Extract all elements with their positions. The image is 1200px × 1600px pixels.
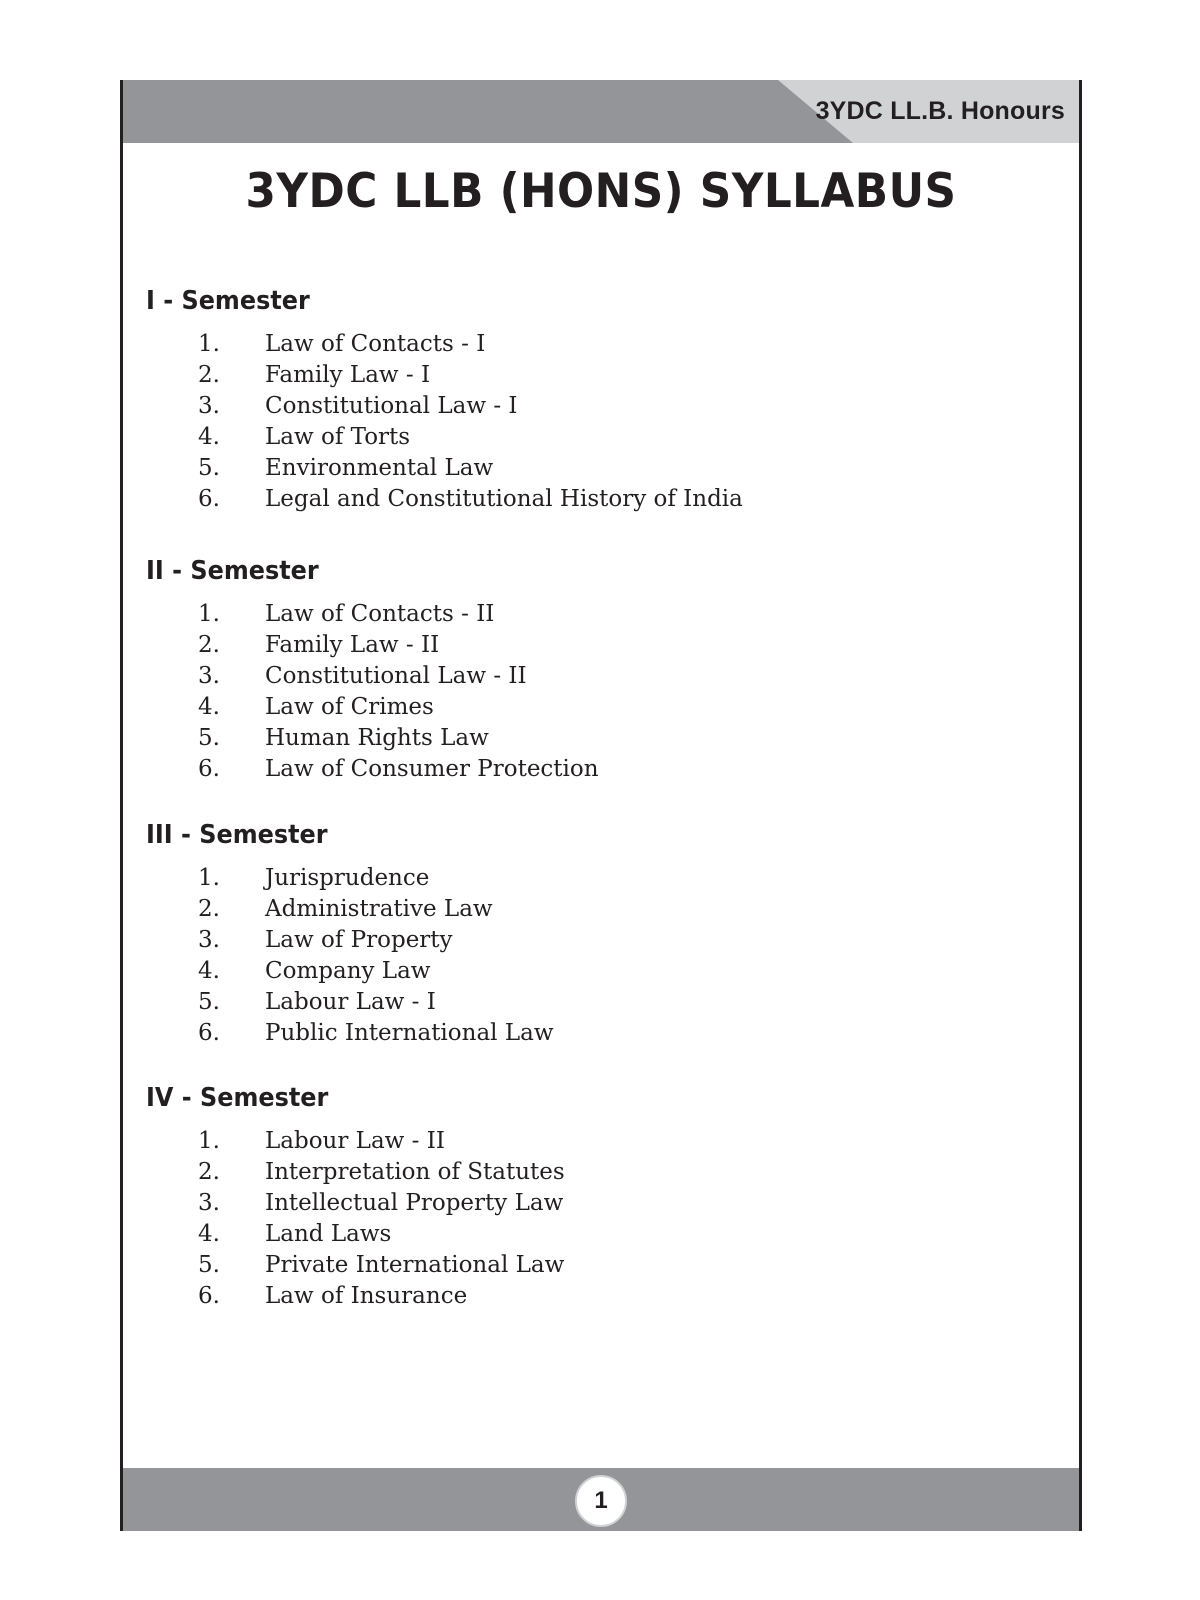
- page-title: 3YDC LLB (HONS) SYLLABUS: [245, 164, 957, 219]
- semester-1-section: [146, 283, 1046, 515]
- list-item: [146, 1157, 1046, 1188]
- subject-name: Law of Crimes: [265, 694, 434, 720]
- item-number: 4.: [198, 1221, 220, 1247]
- list-item: [146, 484, 1046, 515]
- item-number: 4.: [198, 694, 220, 720]
- semester-4-section: [146, 1080, 1046, 1312]
- item-number: 4.: [198, 424, 220, 450]
- list-item: [146, 863, 1046, 894]
- item-number: 3.: [198, 1190, 220, 1216]
- subject-name: Law of Insurance: [265, 1283, 468, 1309]
- item-number: 3.: [198, 663, 220, 689]
- semester-3-section: [146, 817, 1046, 1049]
- document-page: [120, 80, 1082, 1531]
- subject-name: Public International Law: [265, 1020, 554, 1046]
- subject-name: Private International Law: [265, 1252, 565, 1278]
- subject-name: Environmental Law: [265, 455, 494, 481]
- subject-name: Company Law: [265, 958, 431, 984]
- list-item: [146, 630, 1046, 661]
- subject-name: Administrative Law: [265, 896, 493, 922]
- item-number: 3.: [198, 927, 220, 953]
- semester-heading: II - Semester: [146, 556, 319, 586]
- list-item: [146, 661, 1046, 692]
- item-number: 5.: [198, 989, 220, 1015]
- list-item: [146, 692, 1046, 723]
- semester-heading: IV - Semester: [146, 1083, 329, 1113]
- item-number: 3.: [198, 393, 220, 419]
- item-number: 6.: [198, 486, 220, 512]
- list-item: [146, 422, 1046, 453]
- list-item: [146, 987, 1046, 1018]
- item-number: 5.: [198, 725, 220, 751]
- semester-heading: III - Semester: [146, 820, 328, 850]
- subject-name: Family Law - I: [265, 362, 431, 388]
- subject-name: Labour Law - I: [265, 989, 436, 1015]
- subject-name: Intellectual Property Law: [265, 1190, 564, 1216]
- header-label: 3YDC LL.B. Honours: [815, 97, 1065, 125]
- item-number: 6.: [198, 756, 220, 782]
- item-number: 4.: [198, 958, 220, 984]
- subject-name: Constitutional Law - I: [265, 393, 518, 419]
- list-item: [146, 391, 1046, 422]
- item-number: 1.: [198, 1128, 220, 1154]
- list-item: [146, 360, 1046, 391]
- subject-name: Law of Contacts - II: [265, 601, 495, 627]
- subject-name: Family Law - II: [265, 632, 440, 658]
- list-item: [146, 599, 1046, 630]
- item-number: 1.: [198, 601, 220, 627]
- item-number: 2.: [198, 896, 220, 922]
- list-item: [146, 1188, 1046, 1219]
- item-number: 2.: [198, 1159, 220, 1185]
- item-number: 2.: [198, 362, 220, 388]
- subject-name: Law of Property: [265, 927, 453, 953]
- item-number: 1.: [198, 865, 220, 891]
- list-item: [146, 329, 1046, 360]
- item-number: 5.: [198, 1252, 220, 1278]
- subject-name: Law of Torts: [265, 424, 411, 450]
- subject-name: Interpretation of Statutes: [265, 1159, 565, 1185]
- list-item: [146, 754, 1046, 785]
- list-item: [146, 1018, 1046, 1049]
- item-number: 6.: [198, 1283, 220, 1309]
- subject-name: Law of Contacts - I: [265, 331, 486, 357]
- list-item: [146, 925, 1046, 956]
- item-number: 5.: [198, 455, 220, 481]
- semester-heading: I - Semester: [146, 286, 310, 316]
- semester-2-section: [146, 553, 1046, 785]
- subject-list: [146, 1126, 1046, 1312]
- subject-name: Land Laws: [265, 1221, 392, 1247]
- subject-list: [146, 329, 1046, 515]
- list-item: [146, 723, 1046, 754]
- subject-name: Constitutional Law - II: [265, 663, 527, 689]
- footer-band: [123, 1468, 1079, 1531]
- item-number: 1.: [198, 331, 220, 357]
- subject-name: Legal and Constitutional History of India: [265, 486, 743, 512]
- page-number: 1: [575, 1475, 627, 1527]
- subject-list: [146, 863, 1046, 1049]
- list-item: [146, 956, 1046, 987]
- list-item: [146, 1281, 1046, 1312]
- subject-name: Law of Consumer Protection: [265, 756, 599, 782]
- list-item: [146, 453, 1046, 484]
- list-item: [146, 1126, 1046, 1157]
- subject-name: Human Rights Law: [265, 725, 489, 751]
- list-item: [146, 1250, 1046, 1281]
- subject-list: [146, 599, 1046, 785]
- header-band: [123, 80, 1079, 143]
- item-number: 6.: [198, 1020, 220, 1046]
- subject-name: Labour Law - II: [265, 1128, 445, 1154]
- list-item: [146, 1219, 1046, 1250]
- item-number: 2.: [198, 632, 220, 658]
- list-item: [146, 894, 1046, 925]
- subject-name: Jurisprudence: [265, 865, 430, 891]
